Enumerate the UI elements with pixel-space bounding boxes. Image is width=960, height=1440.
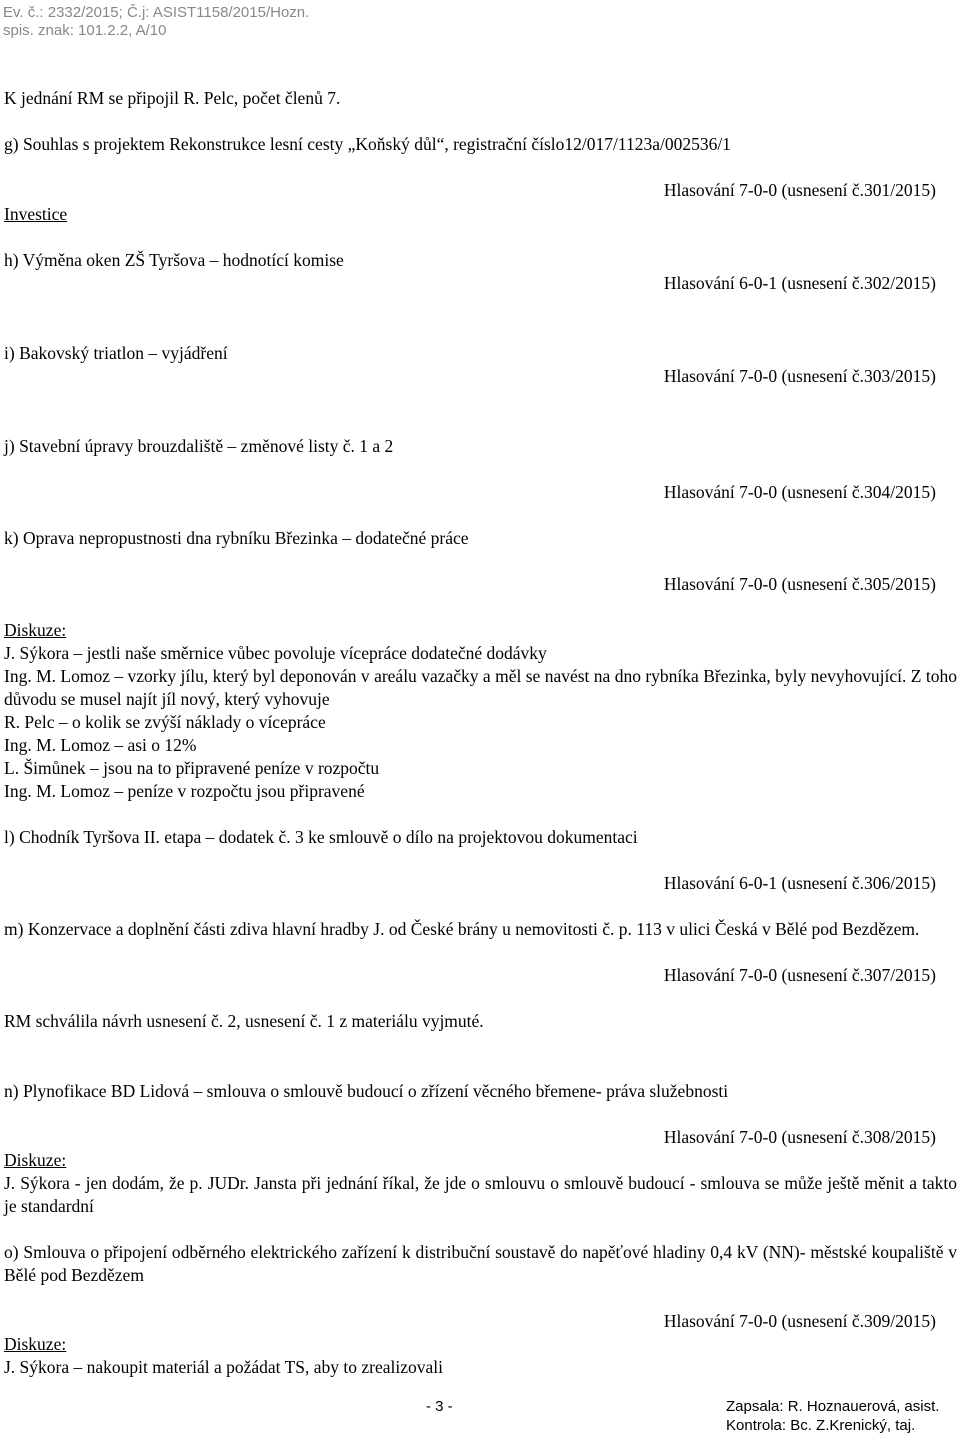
discussion-entry: J. Sýkora – nakoupit materiál a požádat TS, aby to zrealizovali [4,1357,443,1377]
item-g: g) Souhlas s projektem Rekonstrukce lesní cesty „Koňský důl“, registrační číslo12/017/1123a/002536/1 [4,134,731,154]
discussion-label: Diskuze: [4,1150,67,1170]
vote-result-306: Hlasování 6-0-1 (usnesení č.306/2015) [663,873,936,893]
discussion-entry: Ing. M. Lomoz – peníze v rozpočtu jsou připravené [4,781,365,801]
item-n: n) Plynofikace BD Lidová – smlouva o smlouvě budoucí o zřízení věcného břemene- práva služebnosti [4,1081,729,1101]
vote-result-309: Hlasování 7-0-0 (usnesení č.309/2015) [663,1311,936,1331]
vote-result-301: Hlasování 7-0-0 (usnesení č.301/2015) [663,180,936,200]
recorded-by: Zapsala: R. Hoznauerová, asist. [726,1398,940,1415]
discussion-entry: J. Sýkora - jen dodám, že p. JUDr. Jansta při jednání říkal, že jde o smlouvu o smlouvě budoucí - smlouva se může ještě měnit a takto je standardní [4,1173,957,1216]
vote-result-308: Hlasování 7-0-0 (usnesení č.308/2015) [663,1127,936,1147]
item-k: k) Oprava nepropustnosti dna rybníku Březinka – dodatečné práce [4,528,469,548]
vote-result-302: Hlasování 6-0-1 (usnesení č.302/2015) [663,273,936,293]
vote-result-305: Hlasování 7-0-0 (usnesení č.305/2015) [663,574,936,594]
section-heading-investice: Investice [4,204,68,224]
item-j: j) Stavební úpravy brouzdaliště – změnové listy č. 1 a 2 [4,436,394,456]
item-o: o) Smlouva o připojení odběrného elektrického zařízení k distribuční soustavě do napěťové hladiny 0,4 kV (NN)- městské koupaliště v Bělé pod Bezdězem [4,1242,957,1285]
discussion-entry: L. Šimůnek – jsou na to připravené peníze v rozpočtu [4,758,380,778]
discussion-label: Diskuze: [4,620,67,640]
item-i: i) Bakovský triatlon – vyjádření [4,343,228,363]
vote-result-303: Hlasování 7-0-0 (usnesení č.303/2015) [663,366,936,386]
discussion-entry: R. Pelc – o kolik se zvýší náklady o vícepráce [4,712,326,732]
page-number: - 3 - [426,1398,453,1415]
attendance-note: K jednání RM se připojil R. Pelc, počet členů 7. [4,88,341,108]
vote-result-307: Hlasování 7-0-0 (usnesení č.307/2015) [663,965,936,985]
file-code: spis. znak: 101.2.2, A/10 [3,22,167,39]
discussion-label: Diskuze: [4,1334,67,1354]
item-m: m) Konzervace a doplnění části zdiva hlavní hradby J. od České brány u nemovitosti č. p. 113 v ulici Česká v Bělé pod Bezdězem. [4,919,920,939]
vote-result-304: Hlasování 7-0-0 (usnesení č.304/2015) [663,482,936,502]
item-h: h) Výměna oken ZŠ Tyršova – hodnotící komise [4,250,344,270]
checked-by: Kontrola: Bc. Z.Krenický, taj. [726,1417,916,1434]
discussion-entry: Ing. M. Lomoz – asi o 12% [4,735,197,755]
discussion-entry: Ing. M. Lomoz – vzorky jílu, který byl deponován v areálu vazačky a měl se navést na dno rybníka Březinka, byly nevyhovující. Z toho důvodu se musel najít jíl nový, který vyhovuje [4,666,957,709]
document-reference-number: Ev. č.: 2332/2015; Č.j: ASIST1158/2015/Hozn. [3,4,310,21]
item-l: l) Chodník Tyršova II. etapa – dodatek č. 3 ke smlouvě o dílo na projektovou dokumentaci [4,827,638,847]
approval-note: RM schválila návrh usnesení č. 2, usnesení č. 1 z materiálu vyjmuté. [4,1011,484,1031]
discussion-entry: J. Sýkora – jestli naše směrnice vůbec povoluje vícepráce dodatečné dodávky [4,643,547,663]
